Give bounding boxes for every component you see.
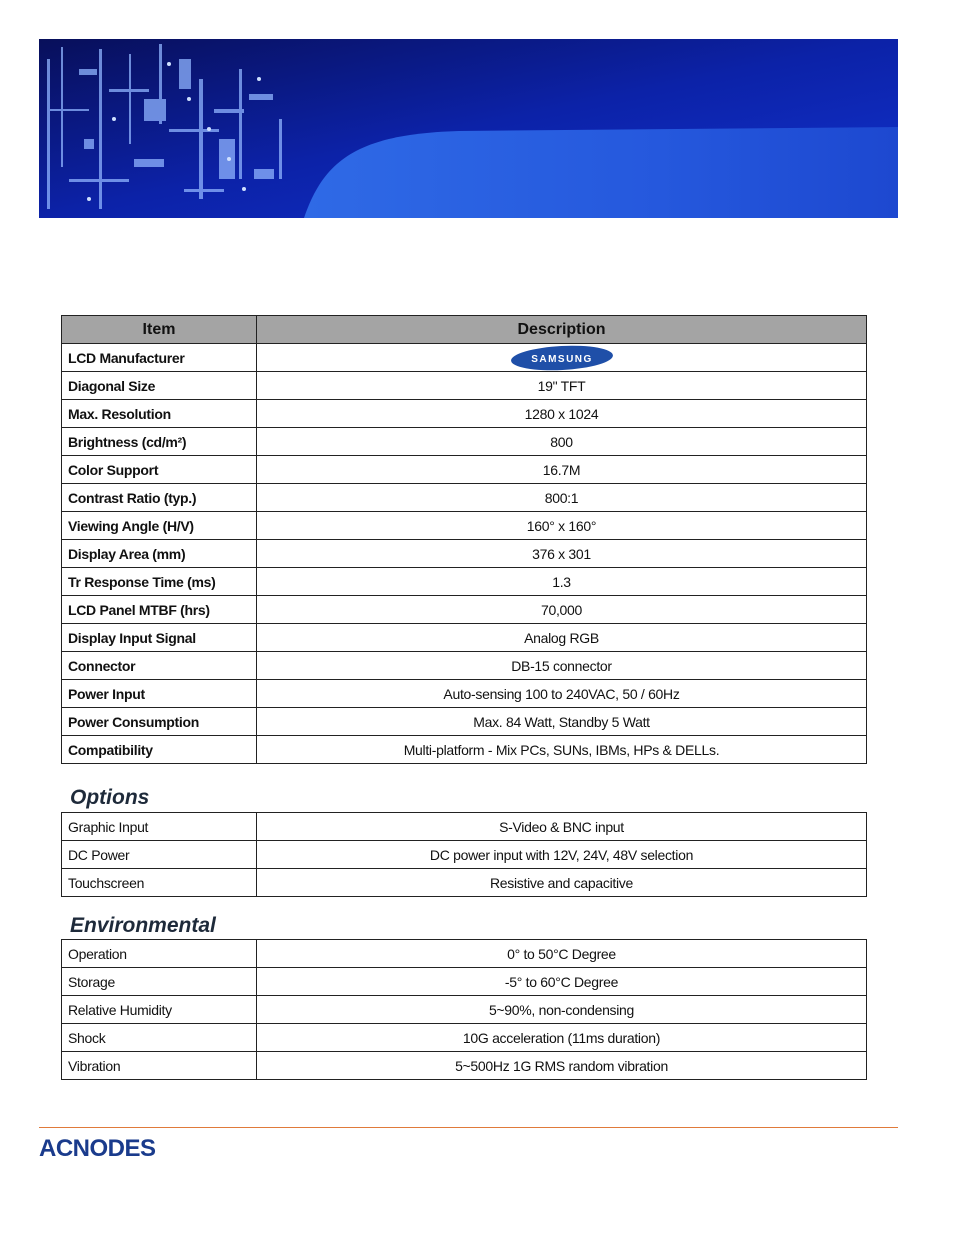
table-row xyxy=(62,1052,867,1080)
environment-description: 5~90%, non-condensing xyxy=(257,996,867,1024)
svg-text:SAMSUNG: SAMSUNG xyxy=(530,353,593,365)
environment-item: Operation xyxy=(62,940,257,968)
environment-description: 10G acceleration (11ms duration) xyxy=(257,1024,867,1052)
table-row xyxy=(62,400,867,428)
spec-description: 1.3 xyxy=(257,568,867,596)
table-row xyxy=(62,708,867,736)
spec-description: 376 x 301 xyxy=(257,540,867,568)
table-row xyxy=(62,813,867,841)
table-row xyxy=(62,736,867,764)
spec-item: Brightness (cd/m²) xyxy=(62,428,257,456)
options-table xyxy=(61,812,867,897)
table-row xyxy=(62,344,867,372)
spec-item: Contrast Ratio (typ.) xyxy=(62,484,257,512)
spec-item: Tr Response Time (ms) xyxy=(62,568,257,596)
spec-description: 19" TFT xyxy=(257,372,867,400)
spec-item: Power Input xyxy=(62,680,257,708)
spec-description: 16.7M xyxy=(257,456,867,484)
spec-item: Diagonal Size xyxy=(62,372,257,400)
options-section-title: Options xyxy=(70,786,150,809)
spec-item: Display Input Signal xyxy=(62,624,257,652)
option-item: Touchscreen xyxy=(62,869,257,897)
table-row xyxy=(62,869,867,897)
option-item: DC Power xyxy=(62,841,257,869)
environment-description: -5° to 60°C Degree xyxy=(257,968,867,996)
table-row xyxy=(62,841,867,869)
spec-description: DB-15 connector xyxy=(257,652,867,680)
table-row xyxy=(62,456,867,484)
header-banner xyxy=(39,39,898,218)
footer-divider xyxy=(39,1127,898,1128)
environmental-table xyxy=(61,939,867,1080)
svg-text:ACNODES: ACNODES xyxy=(39,1135,156,1162)
spec-table-header xyxy=(62,316,867,344)
table-row xyxy=(62,512,867,540)
table-row xyxy=(62,568,867,596)
environment-item: Vibration xyxy=(62,1052,257,1080)
option-item: Graphic Input xyxy=(62,813,257,841)
environment-description: 0° to 50°C Degree xyxy=(257,940,867,968)
spec-item: Display Area (mm) xyxy=(62,540,257,568)
environmental-section-title: Environmental xyxy=(70,914,216,937)
circuit-board-image xyxy=(39,39,369,218)
table-row xyxy=(62,1024,867,1052)
option-description: S-Video & BNC input xyxy=(257,813,867,841)
specification-table xyxy=(61,315,867,764)
spec-description xyxy=(257,344,867,372)
environment-item: Storage xyxy=(62,968,257,996)
table-row xyxy=(62,540,867,568)
table-row xyxy=(62,940,867,968)
table-row xyxy=(62,484,867,512)
table-row xyxy=(62,372,867,400)
spec-description: Multi-platform - Mix PCs, SUNs, IBMs, HPs & DELLs. xyxy=(257,736,867,764)
option-description: Resistive and capacitive xyxy=(257,869,867,897)
table-row xyxy=(62,652,867,680)
spec-item: Viewing Angle (H/V) xyxy=(62,512,257,540)
environment-item: Shock xyxy=(62,1024,257,1052)
spec-description: 800 xyxy=(257,428,867,456)
environment-description: 5~500Hz 1G RMS random vibration xyxy=(257,1052,867,1080)
spec-item: Color Support xyxy=(62,456,257,484)
spec-description: 1280 x 1024 xyxy=(257,400,867,428)
spec-description: Auto-sensing 100 to 240VAC, 50 / 60Hz xyxy=(257,680,867,708)
table-row xyxy=(62,624,867,652)
spec-description: 160° x 160° xyxy=(257,512,867,540)
option-description: DC power input with 12V, 24V, 48V selection xyxy=(257,841,867,869)
spec-item: Connector xyxy=(62,652,257,680)
acnodes-logo xyxy=(39,1133,199,1168)
spec-item: Compatibility xyxy=(62,736,257,764)
column-header-item: Item xyxy=(62,316,257,344)
spec-item: Max. Resolution xyxy=(62,400,257,428)
table-row xyxy=(62,428,867,456)
environment-item: Relative Humidity xyxy=(62,996,257,1024)
spec-description: 70,000 xyxy=(257,596,867,624)
spec-item: Power Consumption xyxy=(62,708,257,736)
spec-description: Analog RGB xyxy=(257,624,867,652)
spec-item: LCD Panel MTBF (hrs) xyxy=(62,596,257,624)
spec-description: 800:1 xyxy=(257,484,867,512)
samsung-logo xyxy=(510,345,614,371)
spec-item: LCD Manufacturer xyxy=(62,344,257,372)
table-row xyxy=(62,680,867,708)
column-header-description: Description xyxy=(257,316,867,344)
spec-description: Max. 84 Watt, Standby 5 Watt xyxy=(257,708,867,736)
table-row xyxy=(62,996,867,1024)
table-row xyxy=(62,968,867,996)
table-row xyxy=(62,596,867,624)
